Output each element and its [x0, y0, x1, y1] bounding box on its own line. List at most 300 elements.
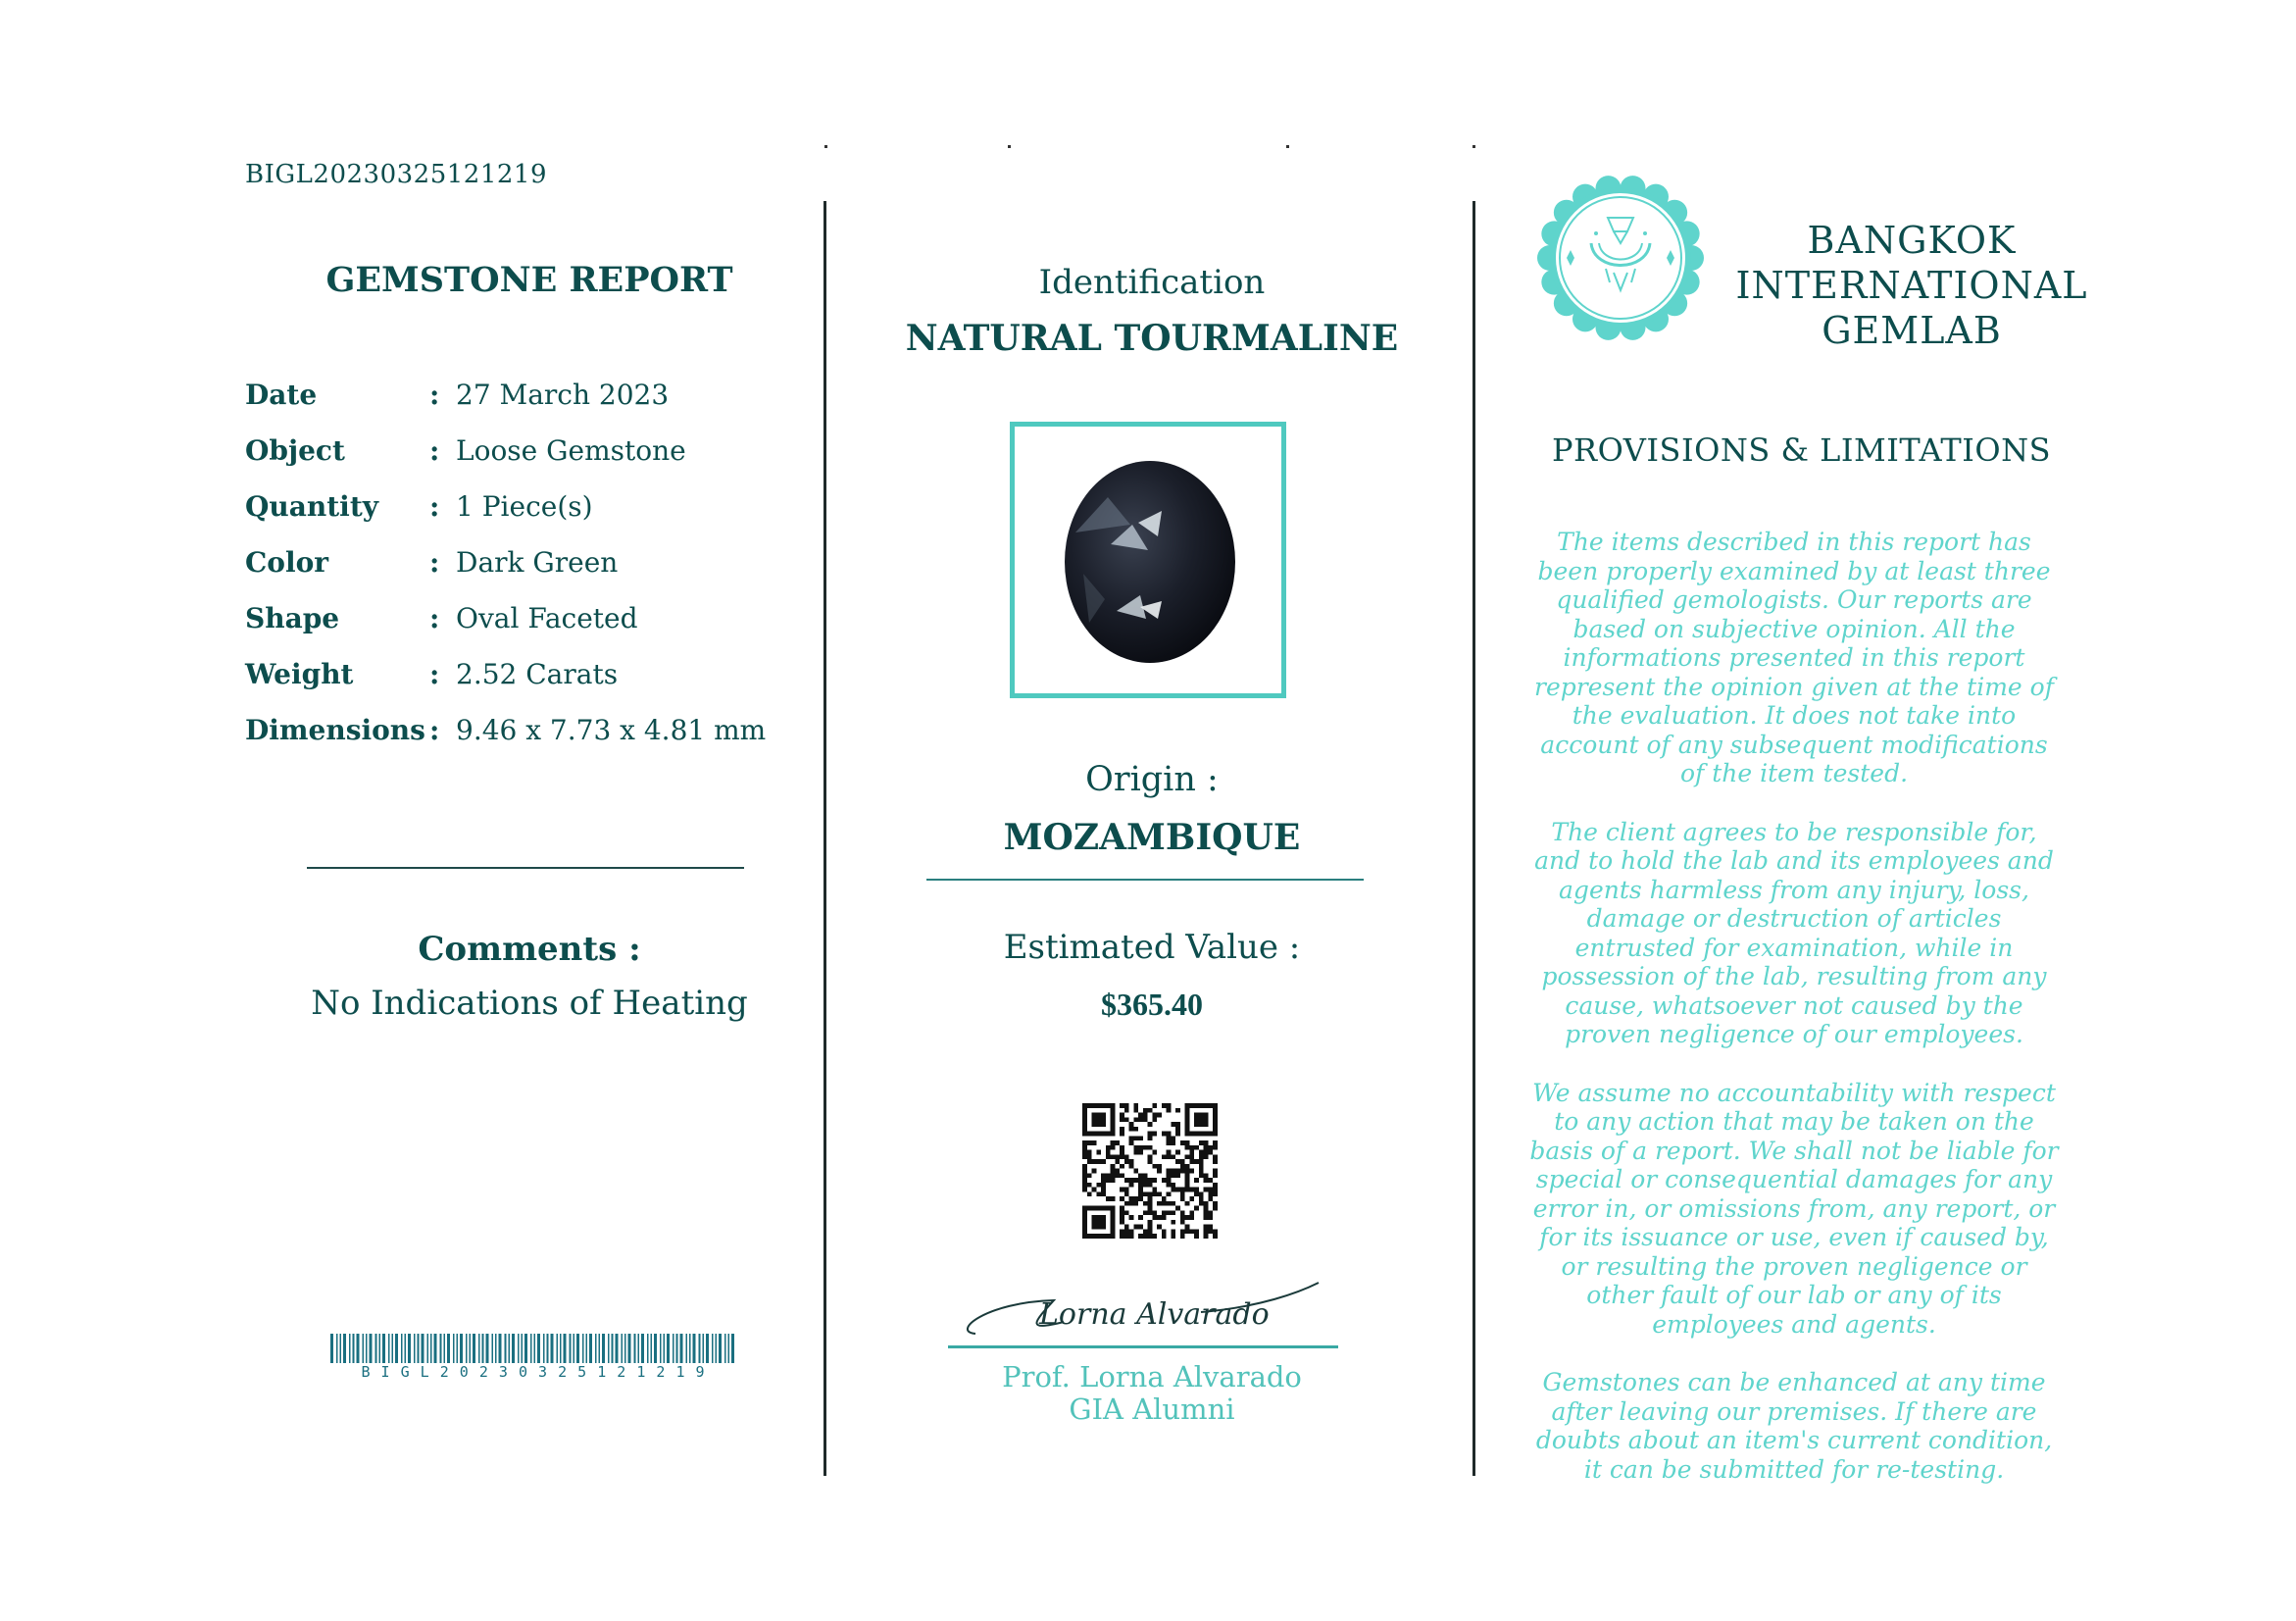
qr-module	[1213, 1145, 1218, 1150]
qr-module	[1189, 1215, 1194, 1220]
qr-module	[1213, 1132, 1218, 1137]
barcode-bar	[728, 1334, 730, 1363]
qr-module	[1213, 1108, 1218, 1113]
qr-module	[1171, 1188, 1175, 1192]
barcode-bar	[719, 1334, 722, 1363]
barcode-bar	[505, 1334, 507, 1363]
qr-module	[1111, 1127, 1116, 1132]
qr-module	[1199, 1117, 1204, 1122]
qr-module	[1120, 1117, 1124, 1122]
signature-line	[948, 1345, 1338, 1348]
qr-module	[1106, 1234, 1111, 1239]
qr-module	[1199, 1173, 1204, 1178]
qr-module	[1185, 1173, 1190, 1178]
qr-module	[1138, 1196, 1143, 1201]
qr-module	[1111, 1154, 1116, 1159]
qr-module	[1082, 1206, 1087, 1211]
qr-module	[1152, 1234, 1157, 1239]
qr-module	[1208, 1215, 1213, 1220]
qr-module	[1111, 1103, 1116, 1108]
qr-module	[1148, 1196, 1153, 1201]
identification-label: Identification	[1038, 263, 1266, 302]
qr-module	[1092, 1159, 1097, 1164]
spec-colon: :	[429, 546, 440, 579]
qr-module	[1101, 1117, 1106, 1122]
qr-module	[1185, 1178, 1190, 1183]
barcode-bar	[676, 1334, 678, 1363]
barcode-bar	[530, 1334, 532, 1363]
qr-module	[1199, 1150, 1204, 1155]
qr-module	[1189, 1188, 1194, 1192]
qr-module	[1194, 1178, 1199, 1183]
qr-module	[1143, 1113, 1148, 1118]
barcode-bar	[654, 1334, 657, 1363]
spec-colon: :	[429, 658, 440, 690]
qr-module	[1204, 1234, 1209, 1239]
qr-module	[1162, 1178, 1167, 1183]
barcode-bar	[363, 1334, 365, 1363]
qr-module	[1124, 1154, 1129, 1159]
qr-module	[1199, 1154, 1204, 1159]
qr-module	[1101, 1173, 1106, 1178]
spec-value: Loose Gemstone	[456, 434, 686, 467]
qr-module	[1180, 1229, 1185, 1234]
qr-module	[1162, 1132, 1167, 1137]
qr-module	[1180, 1140, 1185, 1145]
report-title: GEMSTONE REPORT	[325, 260, 733, 300]
identification-value: NATURAL TOURMALINE	[905, 318, 1399, 359]
qr-module	[1087, 1173, 1092, 1178]
origin-value: MOZAMBIQUE	[1003, 817, 1301, 858]
qr-module	[1157, 1201, 1162, 1206]
qr-module	[1194, 1117, 1199, 1122]
qr-module	[1096, 1183, 1101, 1188]
report-number: BIGL20230325121219	[245, 160, 547, 189]
qr-module	[1129, 1196, 1134, 1201]
qr-module	[1106, 1145, 1111, 1150]
qr-module	[1194, 1206, 1199, 1211]
qr-module	[1185, 1215, 1190, 1220]
barcode-bar	[478, 1334, 480, 1363]
qr-module	[1143, 1178, 1148, 1183]
qr-module	[1082, 1183, 1087, 1188]
qr-module	[1138, 1150, 1143, 1155]
qr-module	[1092, 1225, 1097, 1230]
qr-module	[1143, 1229, 1148, 1234]
qr-module	[1199, 1159, 1204, 1164]
qr-module	[1171, 1220, 1175, 1225]
barcode-bar	[589, 1334, 592, 1363]
spec-value: 9.46 x 7.73 x 4.81 mm	[456, 714, 767, 746]
qr-module	[1082, 1122, 1087, 1127]
qr-module	[1199, 1132, 1204, 1137]
qr-module	[1143, 1108, 1148, 1113]
qr-module	[1199, 1140, 1204, 1145]
comments-text: No Indications of Heating	[311, 984, 748, 1023]
qr-module	[1101, 1132, 1106, 1137]
qr-module	[1148, 1206, 1153, 1211]
qr-module	[1152, 1117, 1157, 1122]
qr-module	[1111, 1206, 1116, 1211]
qr-module	[1194, 1188, 1199, 1192]
qr-module	[1082, 1132, 1087, 1137]
qr-module	[1087, 1159, 1092, 1164]
qr-module	[1199, 1201, 1204, 1206]
qr-module	[1092, 1234, 1097, 1239]
qr-module	[1087, 1132, 1092, 1137]
qr-module	[1157, 1113, 1162, 1118]
qr-module	[1133, 1178, 1138, 1183]
qr-module	[1111, 1164, 1116, 1169]
qr-module	[1124, 1225, 1129, 1230]
signer-title: GIA Alumni	[1069, 1393, 1235, 1426]
qr-module	[1138, 1215, 1143, 1220]
qr-module	[1133, 1136, 1138, 1140]
spec-value: Dark Green	[456, 546, 619, 579]
qr-module	[1180, 1196, 1185, 1201]
barcode-bar	[622, 1334, 624, 1363]
qr-module	[1115, 1159, 1120, 1164]
qr-module	[1133, 1201, 1138, 1206]
qr-module	[1185, 1183, 1190, 1188]
qr-module	[1213, 1159, 1218, 1164]
qr-module	[1204, 1229, 1209, 1234]
barcode-bar	[628, 1334, 631, 1363]
qr-module	[1167, 1178, 1172, 1183]
qr-module	[1148, 1229, 1153, 1234]
qr-module	[1101, 1234, 1106, 1239]
qr-module	[1082, 1113, 1087, 1118]
barcode-bar	[582, 1334, 584, 1363]
barcode-bar	[703, 1334, 705, 1363]
qr-module	[1087, 1154, 1092, 1159]
barcode-bar	[693, 1334, 696, 1363]
qr-module	[1115, 1169, 1120, 1174]
qr-module	[1120, 1215, 1124, 1220]
qr-module	[1096, 1117, 1101, 1122]
signer-name: Prof. Lorna Alvarado	[1002, 1360, 1302, 1393]
qr-module	[1167, 1169, 1172, 1174]
qr-module	[1138, 1188, 1143, 1192]
barcode-bar	[427, 1334, 429, 1363]
qr-module	[1148, 1183, 1153, 1188]
barcode-bar	[430, 1334, 432, 1363]
qr-module	[1208, 1210, 1213, 1215]
qr-module	[1082, 1210, 1087, 1215]
barcode-bar	[482, 1334, 484, 1363]
qr-module	[1120, 1127, 1124, 1132]
qr-module	[1129, 1183, 1134, 1188]
qr-module	[1171, 1140, 1175, 1145]
barcode-bar	[388, 1334, 390, 1363]
qr-module	[1082, 1140, 1087, 1145]
qr-module	[1208, 1188, 1213, 1192]
qr-module	[1148, 1108, 1153, 1113]
barcode-bar	[664, 1334, 666, 1363]
qr-module	[1180, 1210, 1185, 1215]
qr-module	[1106, 1154, 1111, 1159]
qr-code[interactable]	[1082, 1103, 1218, 1239]
qr-module	[1129, 1234, 1134, 1239]
qr-module	[1101, 1103, 1106, 1108]
qr-module	[1096, 1206, 1101, 1211]
qr-module	[1204, 1145, 1209, 1150]
qr-module	[1129, 1164, 1134, 1169]
barcode-bar	[524, 1334, 527, 1363]
qr-module	[1213, 1117, 1218, 1122]
qr-module	[1189, 1196, 1194, 1201]
qr-module	[1133, 1145, 1138, 1150]
qr-module	[1120, 1196, 1124, 1201]
qr-module	[1092, 1220, 1097, 1225]
qr-module	[1185, 1164, 1190, 1169]
barcode-bar	[460, 1334, 463, 1363]
qr-module	[1082, 1103, 1087, 1108]
qr-module	[1157, 1191, 1162, 1196]
qr-module	[1189, 1229, 1194, 1234]
qr-module	[1092, 1103, 1097, 1108]
qr-module	[1129, 1215, 1134, 1220]
qr-module	[1175, 1159, 1180, 1164]
qr-module	[1208, 1103, 1213, 1108]
barcode-bar	[408, 1334, 411, 1363]
qr-module	[1157, 1215, 1162, 1220]
qr-module	[1167, 1173, 1172, 1178]
signature	[946, 1273, 1338, 1351]
estimated-value-label: Estimated Value :	[1003, 928, 1301, 967]
qr-module	[1180, 1164, 1185, 1169]
qr-module	[1092, 1113, 1097, 1118]
qr-module	[1194, 1191, 1199, 1196]
barcode-bar	[673, 1334, 674, 1363]
qr-module	[1096, 1234, 1101, 1239]
qr-module	[1213, 1183, 1218, 1188]
qr-module	[1111, 1215, 1116, 1220]
qr-module	[1208, 1229, 1213, 1234]
qr-module	[1082, 1173, 1087, 1178]
qr-module	[1082, 1215, 1087, 1220]
qr-module	[1111, 1220, 1116, 1225]
qr-module	[1115, 1154, 1120, 1159]
lab-name-line: BANGKOK	[1807, 219, 2017, 262]
barcode-bar	[357, 1334, 360, 1363]
barcode-bar	[382, 1334, 385, 1363]
barcode-bar	[570, 1334, 572, 1363]
qr-module	[1082, 1117, 1087, 1122]
qr-module	[1101, 1122, 1106, 1127]
qr-module	[1167, 1210, 1172, 1215]
qr-module	[1120, 1229, 1124, 1234]
qr-module	[1092, 1132, 1097, 1137]
qr-module	[1092, 1206, 1097, 1211]
barcode-bar	[547, 1334, 549, 1363]
barcode-bar	[418, 1334, 420, 1363]
barcode-bar	[466, 1334, 468, 1363]
qr-module	[1143, 1117, 1148, 1122]
spec-label: Object	[245, 434, 345, 467]
qr-module	[1148, 1178, 1153, 1183]
qr-module	[1171, 1229, 1175, 1234]
qr-module	[1096, 1220, 1101, 1225]
qr-module	[1152, 1215, 1157, 1220]
qr-module	[1120, 1164, 1124, 1169]
qr-module	[1148, 1159, 1153, 1164]
qr-module	[1167, 1201, 1172, 1206]
qr-module	[1204, 1173, 1209, 1178]
qr-module	[1111, 1234, 1116, 1239]
qr-module	[1204, 1210, 1209, 1215]
qr-module	[1194, 1122, 1199, 1127]
qr-module	[1204, 1154, 1209, 1159]
qr-module	[1111, 1132, 1116, 1137]
barcode-bar	[512, 1334, 515, 1363]
qr-module	[1133, 1127, 1138, 1132]
tick-mark	[1286, 145, 1289, 148]
qr-module	[1124, 1191, 1129, 1196]
qr-module	[1087, 1206, 1092, 1211]
qr-module	[1120, 1220, 1124, 1225]
barcode-bar	[612, 1334, 614, 1363]
barcode-bar	[551, 1334, 554, 1363]
qr-module	[1120, 1103, 1124, 1108]
qr-module	[1138, 1191, 1143, 1196]
qr-module	[1171, 1122, 1175, 1127]
qr-module	[1120, 1206, 1124, 1211]
qr-module	[1162, 1210, 1167, 1215]
qr-module	[1213, 1140, 1218, 1145]
barcode-bar	[473, 1334, 475, 1363]
qr-module	[1111, 1122, 1116, 1127]
qr-module	[1162, 1154, 1167, 1159]
spec-label: Color	[245, 546, 329, 579]
qr-module	[1106, 1173, 1111, 1178]
barcode-bar	[330, 1334, 333, 1363]
qr-module	[1082, 1178, 1087, 1183]
barcode-bar	[641, 1334, 644, 1363]
barcode-text: B I G L 2 0 2 3 0 3 2 5 1 2 1 2 1 9	[330, 1363, 736, 1381]
qr-module	[1213, 1173, 1218, 1178]
spec-value: Oval Faceted	[456, 602, 638, 634]
barcode-bar	[634, 1334, 636, 1363]
qr-module	[1124, 1210, 1129, 1215]
qr-module	[1185, 1103, 1190, 1108]
qr-module	[1171, 1234, 1175, 1239]
barcode-bar	[509, 1334, 511, 1363]
qr-module	[1204, 1117, 1209, 1122]
qr-module	[1087, 1140, 1092, 1145]
qr-module	[1124, 1103, 1129, 1108]
qr-module	[1133, 1150, 1138, 1155]
barcode-bar	[576, 1334, 579, 1363]
qr-module	[1157, 1225, 1162, 1230]
qr-module	[1133, 1225, 1138, 1230]
provision-paragraph: We assume no accountability with respect to any action that may be taken on the basis of a report. We shall not be liable for special or consequential damages for any error in, or omissions from, any report, or for its issuance or use, even if caused by, or resulting the proven negligence or other fault of our lab or any of its employees and agents.	[1529, 1078, 2059, 1339]
qr-module	[1101, 1215, 1106, 1220]
qr-module	[1162, 1234, 1167, 1239]
qr-module	[1111, 1140, 1116, 1145]
qr-module	[1175, 1127, 1180, 1132]
qr-module	[1175, 1173, 1180, 1178]
spec-label: Shape	[245, 602, 340, 634]
qr-module	[1180, 1169, 1185, 1174]
qr-module	[1152, 1191, 1157, 1196]
qr-module	[1138, 1234, 1143, 1239]
barcode-bar	[457, 1334, 459, 1363]
qr-module	[1171, 1173, 1175, 1178]
qr-module	[1204, 1215, 1209, 1220]
qr-module	[1175, 1206, 1180, 1211]
barcode-bar	[616, 1334, 619, 1363]
qr-module	[1087, 1150, 1092, 1155]
qr-module	[1167, 1108, 1172, 1113]
qr-module	[1111, 1117, 1116, 1122]
qr-module	[1189, 1132, 1194, 1137]
barcode-bar	[699, 1334, 701, 1363]
qr-module	[1106, 1178, 1111, 1183]
qr-module	[1189, 1145, 1194, 1150]
barcode-bar	[370, 1334, 373, 1363]
qr-module	[1185, 1225, 1190, 1230]
qr-module	[1167, 1140, 1172, 1145]
qr-module	[1101, 1183, 1106, 1188]
qr-module	[1180, 1220, 1185, 1225]
qr-module	[1096, 1159, 1101, 1164]
barcode-bar	[499, 1334, 502, 1363]
qr-module	[1148, 1201, 1153, 1206]
qr-module	[1106, 1132, 1111, 1137]
barcode-bar	[724, 1334, 726, 1363]
qr-module	[1208, 1225, 1213, 1230]
qr-module	[1213, 1234, 1218, 1239]
qr-module	[1120, 1188, 1124, 1192]
barcode-bar	[543, 1334, 545, 1363]
qr-module	[1208, 1150, 1213, 1155]
tick-mark	[824, 145, 827, 148]
qr-module	[1152, 1210, 1157, 1215]
barcode-bar	[375, 1334, 377, 1363]
qr-module	[1138, 1225, 1143, 1230]
qr-module	[1111, 1113, 1116, 1118]
barcode-bar	[608, 1334, 610, 1363]
barcode-bar	[340, 1334, 342, 1363]
qr-module	[1185, 1140, 1190, 1145]
qr-module	[1194, 1103, 1199, 1108]
qr-module	[1180, 1234, 1185, 1239]
qr-module	[1082, 1127, 1087, 1132]
qr-module	[1204, 1122, 1209, 1127]
qr-module	[1082, 1150, 1087, 1155]
lab-name	[1735, 218, 2088, 353]
qr-module	[1194, 1159, 1199, 1164]
qr-module	[1087, 1103, 1092, 1108]
qr-module	[1185, 1169, 1190, 1174]
qr-module	[1185, 1108, 1190, 1113]
qr-module	[1213, 1206, 1218, 1211]
qr-module	[1101, 1225, 1106, 1230]
qr-module	[1152, 1150, 1157, 1155]
barcode-bar	[486, 1334, 489, 1363]
qr-module	[1180, 1215, 1185, 1220]
origin-divider	[926, 879, 1364, 881]
qr-module	[1185, 1132, 1190, 1137]
qr-module	[1148, 1154, 1153, 1159]
qr-module	[1208, 1132, 1213, 1137]
qr-module	[1096, 1113, 1101, 1118]
comments-label: Comments :	[418, 930, 641, 969]
qr-module	[1129, 1136, 1134, 1140]
qr-module	[1152, 1164, 1157, 1169]
barcode-bar	[518, 1334, 520, 1363]
